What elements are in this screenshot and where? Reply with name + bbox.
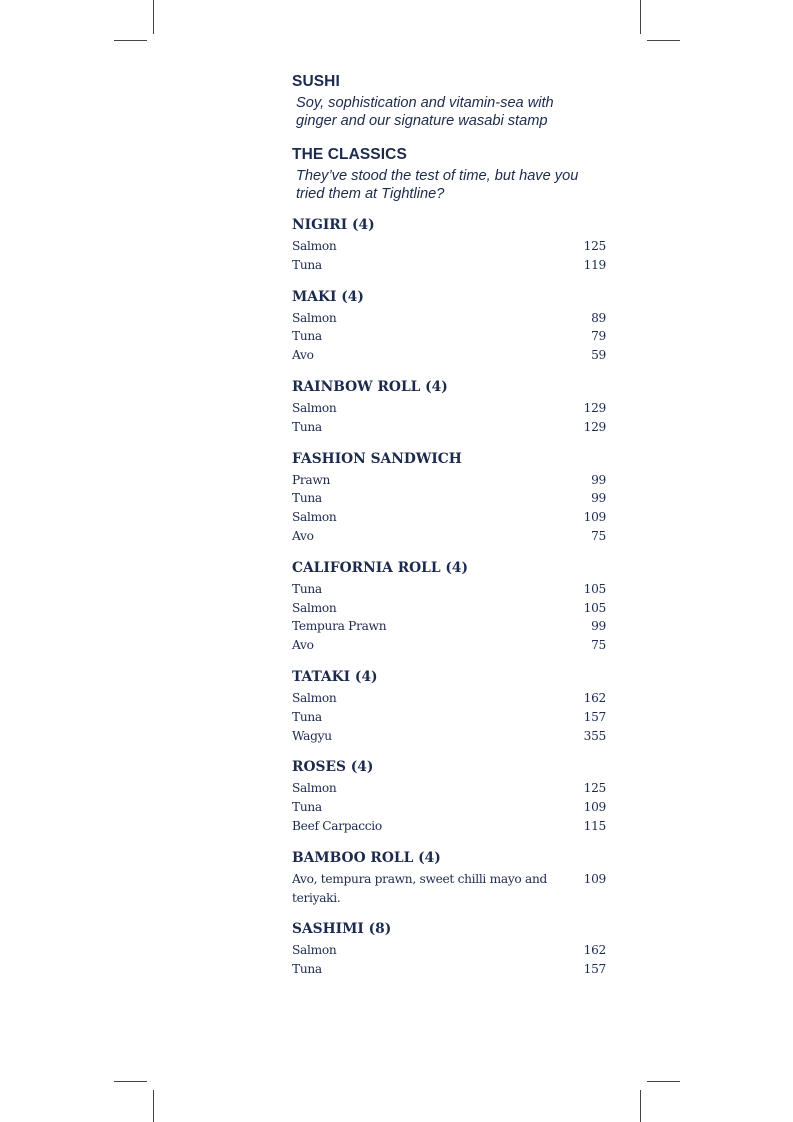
item-list xyxy=(292,580,606,655)
item-name: Tuna xyxy=(292,329,322,344)
item-price: 109 xyxy=(583,800,606,815)
category-title: ROSES (4) xyxy=(292,759,374,776)
crop-mark-bottom-left-horizontal xyxy=(114,1081,147,1082)
item-list xyxy=(292,689,606,745)
item-price: 119 xyxy=(583,257,606,272)
item-price: 157 xyxy=(583,962,606,977)
category-sashimi xyxy=(292,920,606,979)
section-title: SUSHI xyxy=(292,73,340,90)
menu-item xyxy=(292,817,606,836)
item-name: Salmon xyxy=(292,510,337,525)
item-price: 355 xyxy=(583,728,606,743)
item-price: 157 xyxy=(583,709,606,724)
menu-item xyxy=(292,798,606,817)
crop-mark-bottom-left-vertical xyxy=(153,1090,154,1122)
menu-item xyxy=(292,779,606,798)
category-rainbow-roll xyxy=(292,378,606,437)
category-nigiri xyxy=(292,216,606,275)
item-list xyxy=(292,237,606,275)
item-name: Tuna xyxy=(292,419,322,434)
menu-item xyxy=(292,960,606,979)
item-list xyxy=(292,779,606,835)
item-list xyxy=(292,309,606,365)
item-name: Avo xyxy=(292,528,314,543)
item-name: Tempura Prawn xyxy=(292,619,387,634)
menu-item xyxy=(292,508,606,527)
item-name: Avo, tempura prawn, sweet chilli mayo and teriyaki. xyxy=(292,871,548,905)
item-price: 99 xyxy=(591,491,606,506)
menu-item xyxy=(292,309,606,328)
category-title: BAMBOO ROLL (4) xyxy=(292,849,441,866)
crop-mark-bottom-right-horizontal xyxy=(647,1081,680,1082)
menu-item xyxy=(292,471,606,490)
item-name: Salmon xyxy=(292,600,337,615)
section-title: THE CLASSICS xyxy=(292,146,407,163)
category-fashion-sandwich xyxy=(292,450,606,546)
item-name: Avo xyxy=(292,348,314,363)
menu-item xyxy=(292,527,606,546)
menu-item xyxy=(292,689,606,708)
category-title: CALIFORNIA ROLL (4) xyxy=(292,559,469,576)
item-name: Wagyu xyxy=(292,728,332,743)
menu-item xyxy=(292,327,606,346)
category-title: SASHIMI (8) xyxy=(292,921,392,938)
menu-item xyxy=(292,599,606,618)
item-list xyxy=(292,471,606,546)
section-classics xyxy=(292,145,606,203)
menu-categories xyxy=(292,216,606,979)
sushi-menu xyxy=(292,72,606,979)
menu-item xyxy=(292,636,606,655)
menu-item xyxy=(292,418,606,437)
menu-item xyxy=(292,941,606,960)
category-title: MAKI (4) xyxy=(292,288,364,305)
category-title: FASHION SANDWICH xyxy=(292,450,462,467)
item-list xyxy=(292,399,606,437)
item-price: 125 xyxy=(583,781,606,796)
item-price: 75 xyxy=(591,638,606,653)
item-price: 79 xyxy=(591,329,606,344)
item-list xyxy=(292,941,606,979)
category-maki xyxy=(292,288,606,365)
item-name: Tuna xyxy=(292,800,322,815)
item-price: 75 xyxy=(591,528,606,543)
category-roses xyxy=(292,758,606,835)
item-price: 105 xyxy=(583,581,606,596)
item-name: Tuna xyxy=(292,709,322,724)
item-name: Avo xyxy=(292,638,314,653)
crop-mark-top-left-horizontal xyxy=(114,40,147,41)
category-title: TATAKI (4) xyxy=(292,668,378,685)
category-title: NIGIRI (4) xyxy=(292,217,375,233)
item-price: 162 xyxy=(583,690,606,705)
item-name: Tuna xyxy=(292,962,322,977)
category-tataki xyxy=(292,668,606,745)
menu-item xyxy=(292,580,606,599)
item-name: Salmon xyxy=(292,943,337,958)
item-price: 129 xyxy=(583,419,606,434)
item-price: 109 xyxy=(583,871,606,886)
item-name: Tuna xyxy=(292,257,322,272)
item-price: 89 xyxy=(591,310,606,325)
menu-item xyxy=(292,237,606,256)
section-description: They’ve stood the test of time, but have you tried them at Tightline? xyxy=(296,168,579,202)
crop-mark-top-right-vertical xyxy=(640,0,641,34)
item-name: Salmon xyxy=(292,781,337,796)
item-price: 162 xyxy=(583,943,606,958)
item-price: 125 xyxy=(583,239,606,253)
item-price: 99 xyxy=(591,619,606,634)
category-bamboo-roll xyxy=(292,849,606,908)
section-description: Soy, sophistication and vitamin-sea with ginger and our signature wasabi stamp xyxy=(296,95,554,129)
item-name: Salmon xyxy=(292,690,337,705)
item-price: 115 xyxy=(583,818,606,833)
item-name: Tuna xyxy=(292,491,322,506)
crop-mark-top-right-horizontal xyxy=(647,40,680,41)
item-price: 59 xyxy=(591,348,606,363)
item-list xyxy=(292,870,606,908)
category-title: RAINBOW ROLL (4) xyxy=(292,378,448,395)
menu-item xyxy=(292,870,606,908)
item-name: Beef Carpaccio xyxy=(292,818,382,833)
menu-item xyxy=(292,708,606,727)
item-name: Prawn xyxy=(292,472,331,487)
item-name: Salmon xyxy=(292,310,337,325)
item-price: 99 xyxy=(591,472,606,487)
menu-item xyxy=(292,346,606,365)
crop-mark-top-left-vertical xyxy=(153,0,154,34)
section-sushi xyxy=(292,72,606,130)
item-name: Tuna xyxy=(292,581,322,596)
item-name: Salmon xyxy=(292,239,337,253)
crop-mark-bottom-right-vertical xyxy=(640,1090,641,1122)
menu-item xyxy=(292,617,606,636)
item-price: 105 xyxy=(583,600,606,615)
menu-item xyxy=(292,256,606,275)
category-california-roll xyxy=(292,559,606,655)
menu-item xyxy=(292,399,606,418)
item-name: Salmon xyxy=(292,400,337,415)
menu-item xyxy=(292,489,606,508)
item-price: 109 xyxy=(583,510,606,525)
item-price: 129 xyxy=(583,400,606,415)
menu-item xyxy=(292,727,606,746)
